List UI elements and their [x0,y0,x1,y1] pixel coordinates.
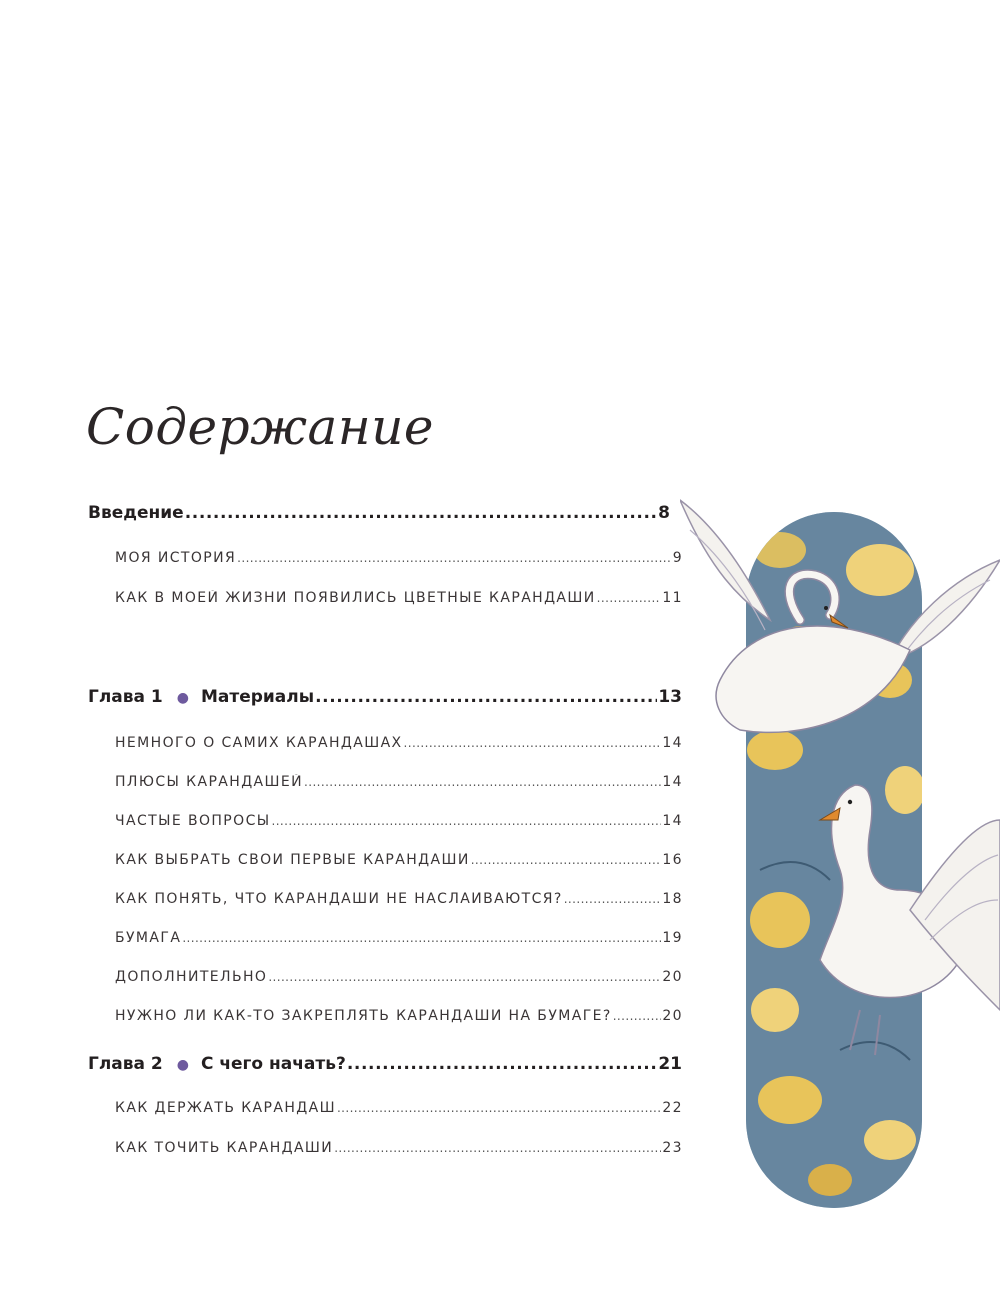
toc-item[interactable] [115,550,683,566]
toc-item-label: КАК В МОЕЙ ЖИЗНИ ПОЯВИЛИСЬ ЦВЕТНЫЕ КАРАНДАШИ [115,590,596,606]
toc-heading-label: Введение [88,503,184,523]
page-number: 20 [662,969,683,985]
page-number: 18 [662,891,683,907]
toc-item[interactable] [115,774,683,790]
bullet-icon: ● [176,690,189,706]
dot-leader [334,1141,661,1155]
page-number: 9 [672,550,683,566]
dot-leader [347,1054,657,1074]
toc-item[interactable] [115,1140,683,1156]
toc-item-label: ДОПОЛНИТЕЛЬНО [115,969,268,985]
toc-item[interactable] [115,891,683,907]
page-number: 14 [662,735,683,751]
page-number: 21 [658,1054,682,1074]
toc-item[interactable] [115,1100,683,1116]
dot-leader [597,591,662,605]
page-number: 14 [662,774,683,790]
page-title: Содержание [86,398,435,456]
toc-heading-intro[interactable] [88,503,670,523]
page-number: 11 [662,590,683,606]
toc-item-label: ПЛЮСЫ КАРАНДАШЕЙ [115,774,304,790]
toc-heading-label: С чего начать? [200,1054,346,1074]
chapter-prefix: Глава 2 [88,1054,163,1074]
chapter-prefix: Глава 1 [88,687,163,707]
dot-leader [337,1101,661,1115]
dot-leader [182,931,661,945]
gold-leaves [746,512,925,1208]
page-number: 8 [658,503,670,523]
toc-item[interactable] [115,735,683,751]
toc-item-label: КАК ПОНЯТЬ, ЧТО КАРАНДАШИ НЕ НАСЛАИВАЮТСЯ? [115,891,563,907]
dot-leader [471,853,662,867]
bullet-icon: ● [176,1057,189,1073]
page-number: 20 [662,1008,683,1024]
toc-item[interactable] [115,813,683,829]
toc-item[interactable] [115,969,683,985]
page-number: 23 [662,1140,683,1156]
toc-item[interactable] [115,852,683,868]
dot-leader [564,892,662,906]
page-number: 14 [662,813,683,829]
dot-leader [613,1009,662,1023]
page-number: 13 [658,687,682,707]
dot-leader [272,814,662,828]
dot-leader [304,775,661,789]
page-number: 19 [662,930,683,946]
toc-heading-chapter-1[interactable] [88,687,682,707]
toc-item-label: ЧАСТЫЕ ВОПРОСЫ [115,813,271,829]
swans-illustration [680,490,1000,1220]
dot-leader [185,503,657,523]
dot-leader [268,970,661,984]
toc-item-label: МОЯ ИСТОРИЯ [115,550,237,566]
toc-item-label: КАК ТОЧИТЬ КАРАНДАШИ [115,1140,334,1156]
toc-item-label: КАК ВЫБРАТЬ СВОИ ПЕРВЫЕ КАРАНДАШИ [115,852,470,868]
toc-heading-chapter-2[interactable] [88,1054,682,1074]
page-number: 22 [662,1100,683,1116]
dot-leader [404,736,662,750]
toc-item[interactable] [115,1008,683,1024]
toc-item[interactable] [115,590,683,606]
toc-heading-label: Материалы [200,687,315,707]
toc-item-label: НЕМНОГО О САМИХ КАРАНДАШАХ [115,735,403,751]
toc-item-label: БУМАГА [115,930,182,946]
toc-item-label: КАК ДЕРЖАТЬ КАРАНДАШ [115,1100,336,1116]
toc-item[interactable] [115,930,683,946]
page-number: 16 [662,852,683,868]
toc-item-label: НУЖНО ЛИ КАК-ТО ЗАКРЕПЛЯТЬ КАРАНДАШИ НА БУМАГЕ? [115,1008,612,1024]
dot-leader [237,551,672,565]
dot-leader [315,687,657,707]
